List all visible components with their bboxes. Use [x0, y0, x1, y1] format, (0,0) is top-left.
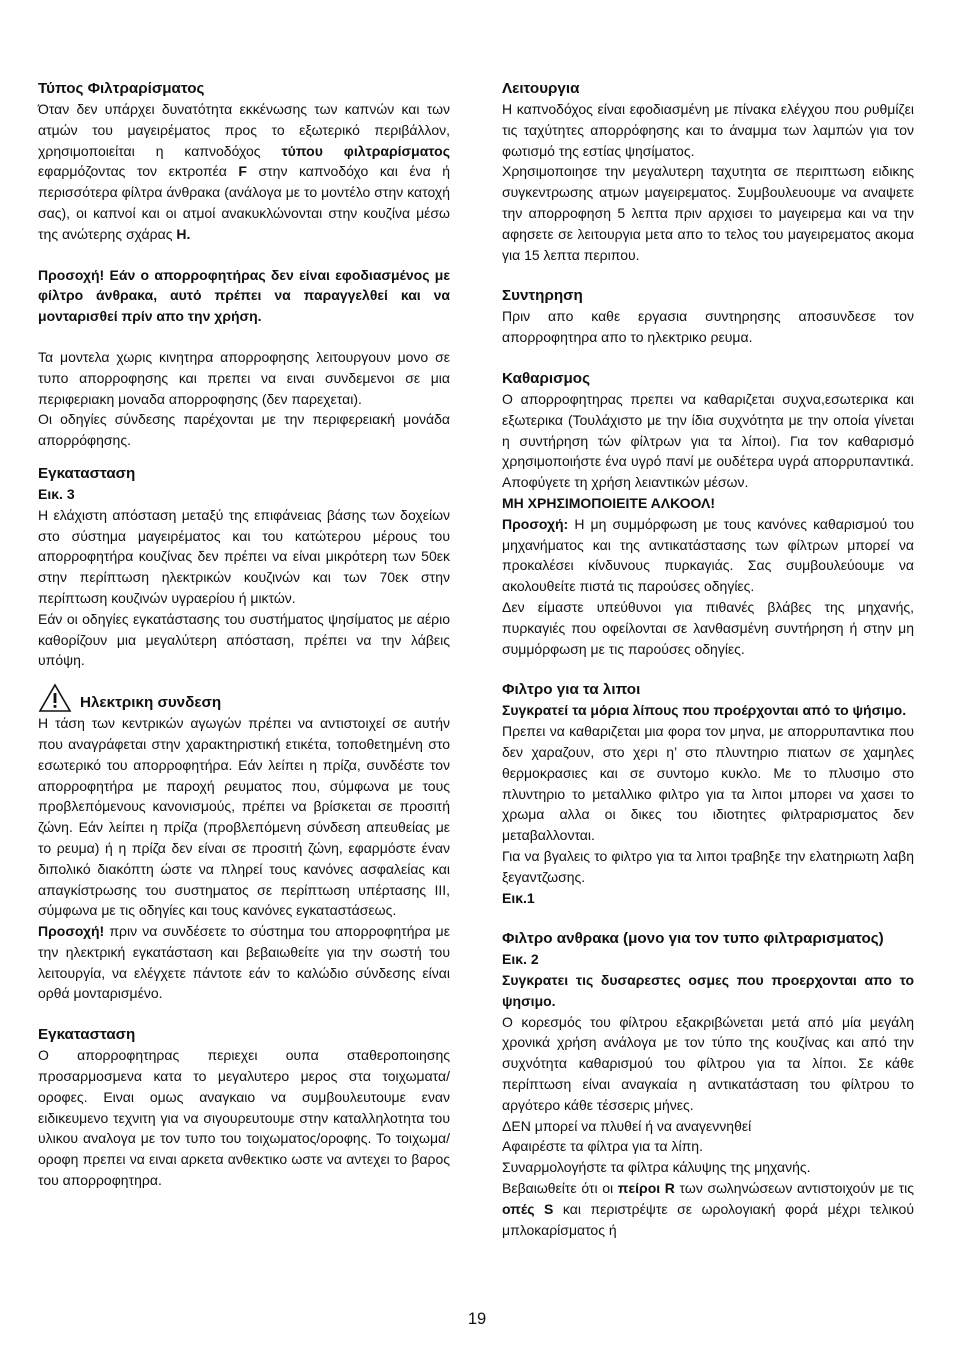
grease-filter-paragraph: Πρεπει να καθαριζεται μια φορα τον μηνα, με απορρυπαντικα που δεν χαραζουν, στο χερι η’ στο πλυντηριο πιατων σε χαμηλες θερμοκρασιες και σε συντομο κυκλο. Με το πλυσιμο στο πλυντηριο το μεταλλικο φιλτρο για τα λιποι μπορει να χασει το χρωμα αλλα οι δικες του ιδιοτητες φιλτραρισματος δεν μεταβαλλονται. [502, 723, 914, 844]
assemble-filters-line: Συναρμολογήστε τα φίλτρα κάλυψης της μηχανής. [502, 1159, 811, 1176]
min-distance-paragraph: Η ελάχιστη απόσταση μεταξύ της επιφάνειας βάσης των δοχείων στο σύστημα μαγειρέματος και του κατώτερου μέρους του απορροφητήρα κουζίνας δεν πρέπει να είναι μικρότερη των 50εκ στην περίπτωση ηλεκτρικών κουζινών και των 70εκ στην περίπτωση κουζινών υγραερίου ή μικτών. [38, 506, 450, 606]
wall-plugs-paragraph: Ο απορροφητηρας περιεχει ουπα σταθεροποιησης προσαρμοσμενα κατα το μεγαλυτερο μερος στα τοιχωματα/οροφες. Ειναι ομως αναγκαιο να συμβουλευτουμε εναν ειδικευμενο τεχνιτη για να σιγουρευτουμε στην καταλληλοτητα του υλικου αναλογα με τον τυπο του τοιχωματος/οροφης. Το τοιχωμα/οροφη πρεπει να ειναι αρκετα ανθεκτικο ωστε να αντεχει το βαρος του απορροφητηρα. [38, 1047, 450, 1189]
liability-paragraph: Δεν είμαστε υπεύθυνοι για πιθανές βλάβες της μηχανής, πυρκαγιές που οφείλονται σε λανθασμένη συντήρηση ή στην μη συμμόρφωση με τις παρούσες οδηγίες. [502, 598, 914, 657]
figure-3-reference: Εικ. 3 [38, 485, 75, 502]
grease-filter-removal-paragraph: Για να βγαλεις το φιλτρο για τα λιποι τραβηξε την ελατηριωτη λαβη ξεγαντζωσης. [502, 847, 914, 885]
installation-heading: Εγκατασταση [38, 464, 136, 482]
carbon-filter-warning: Προσοχή! Εάν ο απορροφητήρας δεν είναι εφοδιασμένος με φίλτρο άνθρακα, αυτό πρέπει να παραγγελθεί και να μονταρισθεί πρίν απο την χρήση. [38, 266, 450, 325]
connection-instructions-paragraph: Οι οδηγίες σύνδεσης παρέχονται με την περιφερειακή μονάδα απορρόφησης. [38, 411, 450, 449]
electrical-warning-paragraph: Προσοχή! πριν να συνδέσετε το σύστημα του απορροφητήρα με την ηλεκτρική εγκατάσταση και βεβαιωθείτε για την σωστή του λειτουργία, να ελέγχετε πάντοτε εάν το καλώδιο σύνδεσης είναι ορθά μονταρισμένο. [38, 923, 450, 1002]
cleaning-heading: Καθαρισμος [502, 369, 590, 387]
filter-type-heading: Τύπος Φιλτραρίσματος [38, 80, 205, 97]
carbon-filter-paragraph: Ο κορεσμός του φίλτρου εξακριβώνεται μετά από μία μεγάλη χρονικά χρήση ανάλογα με τον τύπο της κουζίνας και από την συχνότητα καθαρισμού του φίλτρου για τα λίποι. Σε κάθε περίπτωση είναι αναγκαία η αντικατάσταση του φίλτρου το αργότερο κάθε τέσσερις μήνες. [502, 1013, 914, 1113]
pins-holes-paragraph: Βεβαιωθείτε ότι οι πείροι R των σωληνώσεων αντιστοιχούν με τις οπές S και περιστρέψτε σε ωρολογιακή φορά μέχρι τελικού μπλοκαρίσματος ή [502, 1180, 914, 1238]
figure-2-reference: Εικ. 2 [502, 951, 539, 968]
electrical-heading-row [38, 683, 450, 713]
no-wash-line: ΔΕΝ μπορεί να πλυθεί ή να αναγεννηθεί [502, 1117, 752, 1134]
grease-filter-heading: Φιλτρο για τα λιποι [502, 681, 641, 699]
carbon-filter-heading: Φιλτρο ανθρακα (μονο για τον τυπο φιλτραρισματος) [502, 930, 884, 948]
installation-heading-2: Εγκατασταση [38, 1026, 136, 1044]
remove-filters-line: Αφαιρέστε τα φίλτρα για τα λίπη. [502, 1138, 703, 1155]
max-speed-paragraph: Χρησιμοποιησε την μεγαλυτερη ταχυτητα σε περιπτωση ειδικης συγκεντρωσης ατμων μαγειρεματος. Συμβουλευουμε να αναψετε την απορροφηση 5 λεπτα πριν αρχισει το μαγειρεμα και να την αφησετε σε λειτουργια μετα απο το τελος του μαγειρεματος ακομα για 15 λεπτα περιπου. [502, 163, 914, 263]
cleaning-warning-paragraph: Προσοχή: Η μη συμμόρφωση με τους κανόνες καθαρισμού του μηχανήματος και της αντικατάστασης των φίλτρων μπορεί να προκαλέσει κίνδυνους πυρκαγιάς. Σας συμβουλεύουμε να ακολουθείτε πιστά τις παρούσες οδηγίες. [502, 515, 914, 595]
maintenance-heading: Συντηρηση [502, 287, 583, 305]
filter-type-paragraph: Όταν δεν υπάρχει δυνατότητα εκκένωσης των καπνών και των ατμών του μαγειρέματος προς το εξωτερικό περιβάλλον, χρησιμοποιείται η καπνοδόχος τύπου φιλτραρίσματος εφαρμόζοντας τον εκτροπέα F στην καπνοδόχο και ένα ή περισσότερα φίλτρα άνθρακα (ανάλογα με το μοντέλο στην κατοχή σας), οι καπνοί και οι ατμοί ανακυκλώνονται στην κουζίνα μέσω της ανώτερης σχάρας H. [38, 101, 451, 242]
maintenance-paragraph: Πριν απο καθε εργασια συντηρησης αποσυνδεσε τον απορροφητηρα απο το ηλεκτρικο ρευμα. [502, 308, 914, 346]
electrical-heading: Ηλεκτρικη συνδεση [80, 694, 222, 712]
control-panel-paragraph: Η καπνοδόχος είναι εφοδιασμένη με πίνακα ελέγχου που ρυθμίζει τις ταχύτητες απορρόφησης και το άναμμα των λαμπών για τον φωτισμό της εστίας ψησίματος. [502, 101, 914, 159]
grease-filter-intro: Συγκρατεί τα μόρια λίπους που προέρχονται από το ψήσιμο. [502, 702, 907, 719]
operation-heading: Λειτουργια [502, 80, 580, 97]
figure-1-reference: Εικ.1 [502, 889, 535, 906]
left-column [38, 78, 450, 1191]
electrical-paragraph: Η τάση των κεντρικών αγωγών πρέπει να αντιστοιχεί σε αυτήν που αναγράφεται στην χαρακτηριστική ετικέτα, τοποθετημένη στο εσωτερικό του απορροφητήρα. Εάν λείπει η πρίζα, συνδέστε τον απορροφητήρα με παροχή ρευματος που, σύμφωνα με τους προβλεπόμενους κανονισμούς, πρέπει να βρίσκεται σε προσιτή ζώνη. Εάν λείπει η πρίζα (προβλεπόμενη σύνδεση απευθείας με το ρευμα) ή η πρίζα δεν είναι σε προσιτή ζώνη, εφαρμόστε έναν διπολικό διακόπτη ώστε να πληρεί τους κανόνες ασφαλείας και απαγκίστρωσης του συστηματος σε περίπτωση υπέρτασης III, σύμφωνα με τις οδηγίες και τους κανόνες εγκαταστάσεως. [38, 715, 450, 919]
page-number: 19 [467, 1310, 487, 1328]
no-motor-paragraph: Τα μοντελα χωρις κινητηρα απορροφησης λειτουργουν μονο σε τυπο απορροφησης και πρεπει να ειναι συνδεμενοι σε μια περιφεριακη μοναδα απορροφησης (δεν παρεχεται). [38, 348, 450, 407]
right-column [502, 78, 914, 1240]
carbon-filter-intro: Συγκρατει τις δυσαρεστες οσμες που προερχονται απο το ψησιμο. [502, 972, 914, 1009]
no-alcohol-warning: ΜΗ ΧΡΗΣΙΜΟΠΟΙΕΙΤΕ ΑΛΚΟΟΛ! [502, 494, 715, 511]
warning-triangle-icon [38, 683, 72, 713]
gas-distance-paragraph: Εάν οι οδηγίες εγκατάστασης του συστήματος ψησίματος με αέριο καθορίζουν μια μεγαλύτερη απόσταση, πρέπει να την λάβεις υπόψη. [38, 610, 450, 669]
cleaning-paragraph: Ο απορροφητηρας πρεπει να καθαριζεται συχνα,εσωτερικα και εξωτερικα (Τουλάχιστο με την ίδια συχνότητα με την οποία γίνεται η συντήρηση τών φίλτρων για τα λίποι). Για τον καθαρισμό χρησιμοποιήστε ένα υγρό πανί με ουδέτερα υγρά απορρυπαντικά. Αποφύγετε τη χρήση λειαντικών μέσων. [502, 390, 914, 491]
